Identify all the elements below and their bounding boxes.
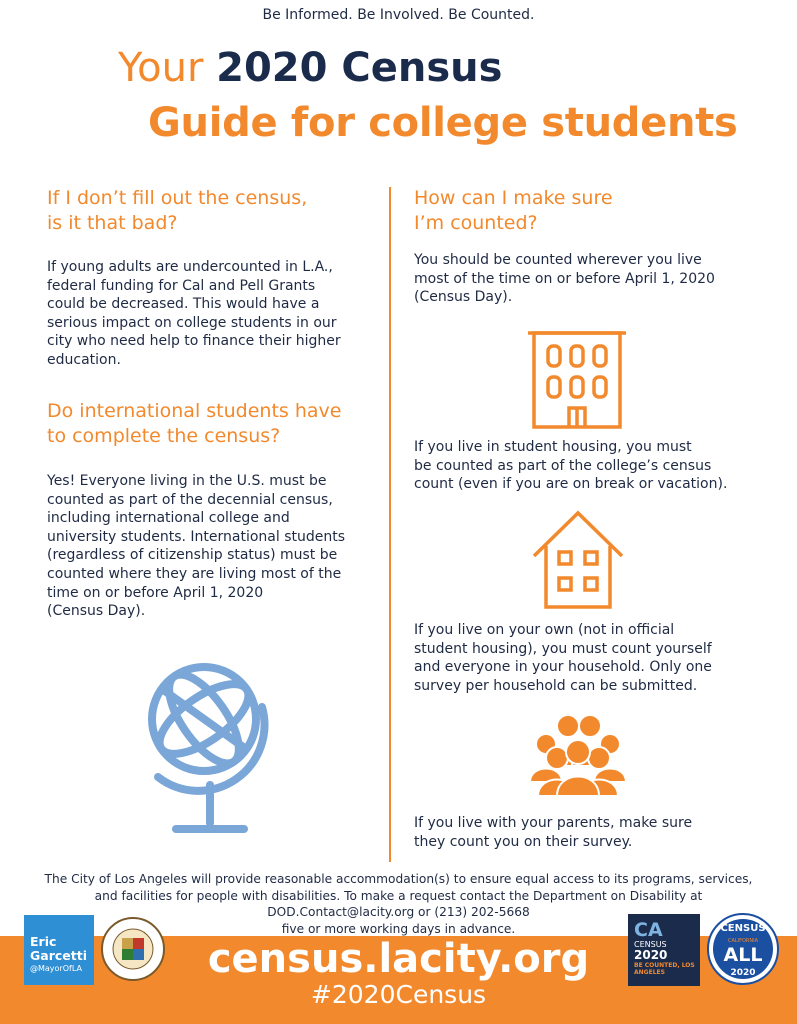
text-line: city who need help to finance their higher [47,333,341,350]
text-line: counted where they are living most of the [47,565,342,582]
page-title [118,45,503,91]
text-line: (Census Day). [47,603,146,620]
house-icon [532,510,624,610]
heading-line: How can I make sure [414,187,613,209]
heading-line: If I don’t fill out the census, [47,187,308,209]
text-line: If you live in student housing, you must [414,439,692,455]
heading-line: is it that bad? [47,212,178,234]
text-line: serious impact on college students in our [47,314,337,331]
heading-international [47,399,341,449]
text-line: student housing), you must count yourself [414,640,712,657]
logo-text: BE COUNTED, LOS ANGELES [634,962,695,976]
city-seal-icon [100,916,166,982]
text-line: education. [47,351,121,368]
text-line: You should be counted wherever you live [414,252,702,268]
text-line: and everyone in your household. Only one [414,659,712,676]
text-line: five or more working days in advance. [281,921,516,936]
badge-mid: CALIFORNIA [727,938,759,944]
parents-text [414,814,692,851]
text-line: survey per household can be submitted. [414,677,698,694]
heading-line: Do international students have [47,400,342,422]
text-line: time on or before April 1, 2020 [47,584,264,601]
logo-text: Eric [30,934,57,949]
student-housing-text [414,438,727,494]
title-census: 2020 Census [216,45,503,91]
text-line: count (even if you are on break or vacation). [414,476,728,493]
text-line: they count you on their survey. [414,833,633,850]
logo-text: CENSUS [634,940,667,949]
column-divider [389,187,391,862]
heading-line: to complete the census? [47,425,281,447]
text-line: The City of Los Angeles will provide reasonable accommodation(s) to ensure equal access to its programs, services, [44,872,753,886]
title-your: Your [118,45,217,91]
page-subtitle: Guide for college students [148,100,738,146]
badge-all: ALL [723,944,763,966]
contact-line: DOD.Contact@lacity.org or (213) 202-5668 [267,905,530,919]
heading-line: I’m counted? [414,212,538,234]
logo-text: CA [634,919,663,941]
dormitory-icon [526,330,628,430]
international-text [47,472,345,621]
text-line: federal funding for Cal and Pell Grants [47,277,316,294]
ca-census-logo [628,914,700,986]
text-line: If you live with your parents, make sure [414,815,693,831]
text-line: Yes! Everyone living in the U.S. must be [47,473,327,489]
census-for-all-badge-icon [706,912,780,986]
text-line: counted as part of the decennial census, [47,491,333,508]
own-housing-text [414,621,712,695]
text-line: be counted as part of the college’s census [414,457,712,474]
text-line: If you live on your own (not in official [414,622,675,638]
undercount-text [47,258,341,370]
people-group-icon [530,712,626,798]
badge-top: CENSUS [720,923,766,934]
logo-text: Garcetti [30,948,87,963]
text-line: university students. International students [47,528,346,545]
globe-icon [132,655,284,837]
text-line: (regardless of citizenship status) must be [47,547,338,564]
text-line: could be decreased. This would have a [47,296,320,313]
garcetti-logo [24,915,94,985]
hashtag: #2020Census [310,980,487,1009]
text-line: If young adults are undercounted in L.A., [47,259,333,275]
text-line: including international college and [47,510,290,527]
heading-undercount [47,186,307,236]
counted-text [414,251,715,307]
badge-year: 2020 [730,968,756,978]
logo-text: 2020 [634,948,668,962]
tagline: Be Informed. Be Involved. Be Counted. [262,7,535,23]
census-url[interactable]: census.lacity.org [207,936,590,982]
heading-counted [414,186,613,236]
text-line: and facilities for people with disabilities. To make a request contact the Department on Disability at [94,888,703,903]
text-line: (Census Day). [414,289,513,306]
logo-text: @MayorOfLA [30,964,82,973]
text-line: most of the time on or before April 1, 2020 [414,270,715,287]
